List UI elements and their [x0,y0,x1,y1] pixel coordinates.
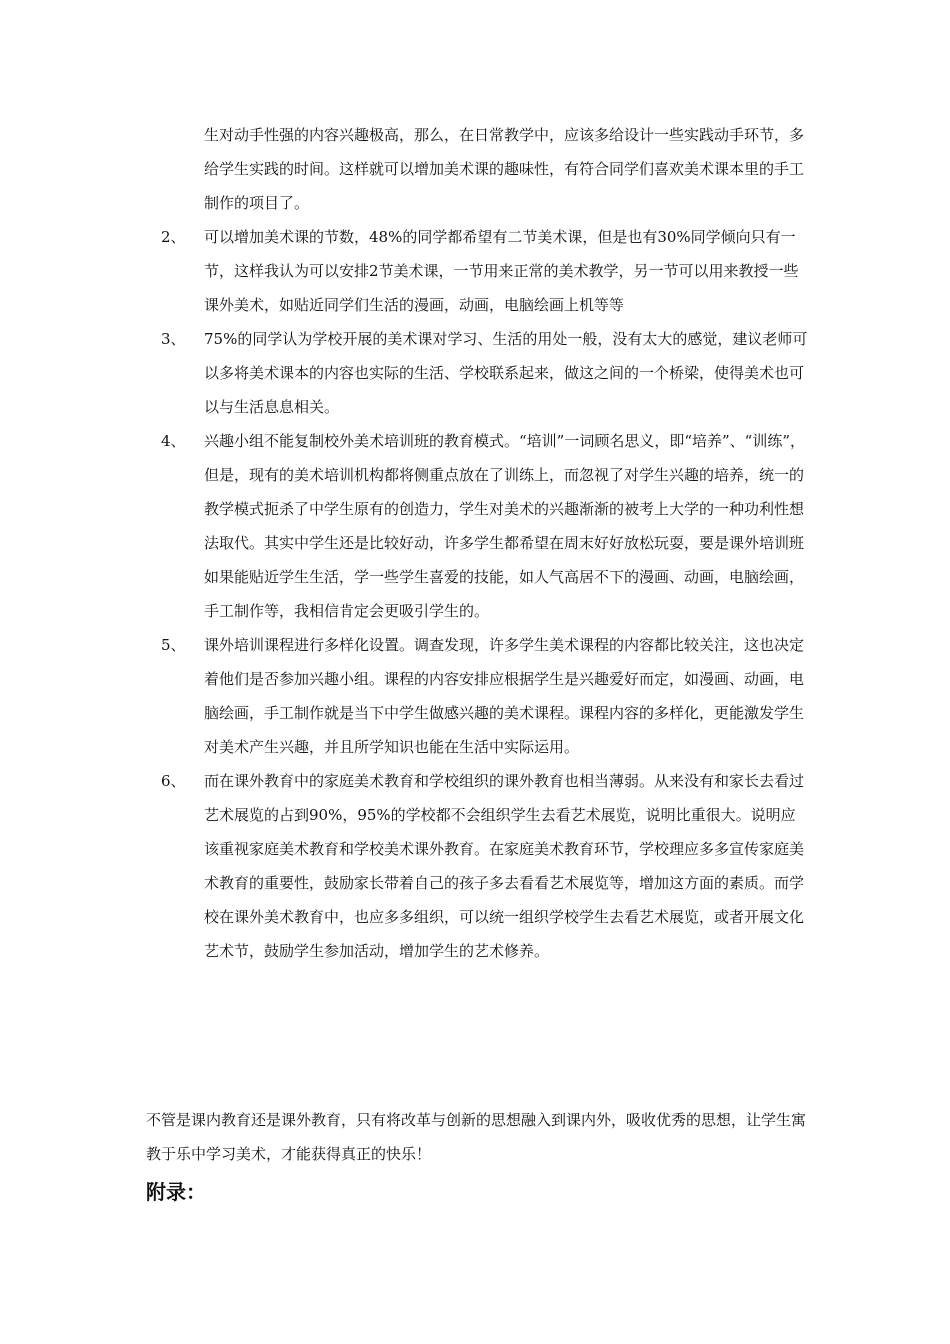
recommendation-list [0,220,950,968]
list-item-text: 75%的同学认为学校开展的美术课对学习、生活的用处一般，没有太大的感觉，建议老师可以多将美术课本的内容也实际的生活、学校联系起来，做这之间的一个桥梁，使得美术也可以与生活息息相关。 [204,330,808,416]
continuation-paragraph: 生对动手性强的内容兴趣极高，那么，在日常教学中，应该多给设计一些实践动手环节，多给学生实践的时间。这样就可以增加美术课的趣味性，有符合同学们喜欢美术课本里的手工制作的项目了。 [204,126,805,212]
list-item-number: 4、 [161,432,186,450]
list-item-number: 5、 [161,636,186,654]
list-item-text: 课外培训课程进行多样化设置。调查发现，许多学生美术课程的内容都比较关注，这也决定着他们是否参加兴趣小组。课程的内容安排应根据学生是兴趣爱好而定，如漫画、动画，电脑绘画，手工制作就是当下中学生做感兴趣的美术课程。课程内容的多样化，更能激发学生对美术产生兴趣，并且所学知识也能在生活中实际运用。 [204,636,805,756]
list-item-number: 3、 [161,330,186,348]
list-item [0,424,950,628]
list-item-text: 兴趣小组不能复制校外美术培训班的教育模式。“培训”一词顾名思义，即“培养”、“训练”，但是，现有的美术培训机构都将侧重点放在了训练上，而忽视了对学生兴趣的培养，统一的教学模式扼杀了中学生原有的创造力，学生对美术的兴趣渐渐的被考上大学的一种功利性想法取代。其实中学生还是比较好动，许多学生都希望在周末好好放松玩耍，要是课外培训班如果能贴近学生生活，学一些学生喜爱的技能，如人气高居不下的漫画、动画，电脑绘画，手工制作等，我相信肯定会更吸引学生的。 [204,432,806,620]
list-item [0,764,950,968]
list-item-number: 6、 [161,772,186,790]
conclusion-paragraph: 不管是课内教育还是课外教育，只有将改革与创新的思想融入到课内外，吸收优秀的思想，让学生寓教于乐中学习美术，才能获得真正的快乐！ [146,1111,807,1163]
list-item [0,628,950,764]
list-item [0,220,950,322]
list-item-number: 2、 [161,228,186,246]
list-item [0,322,950,424]
appendix-heading: 附录： [146,1180,206,1204]
list-item-text: 而在课外教育中的家庭美术教育和学校组织的课外教育也相当薄弱。从来没有和家长去看过艺术展览的占到90%，95%的学校都不会组织学生去看艺术展览，说明比重很大。说明应该重视家庭美术教育和学校美术课外教育。在家庭美术教育环节，学校理应多多宣传家庭美术教育的重要性，鼓励家长带着自己的孩子多去看看艺术展览等，增加这方面的素质。而学校在课外美术教育中，也应多多组织，可以统一组织学校学生去看艺术展览，或者开展文化艺术节，鼓励学生参加活动，增加学生的艺术修养。 [204,772,805,960]
list-item-text: 可以增加美术课的节数，48%的同学都希望有二节美术课，但是也有30%同学倾向只有一节，这样我认为可以安排2节美术课，一节用来正常的美术教学，另一节可以用来教授一些课外美术，如贴近同学们生活的漫画，动画，电脑绘画上机等等 [204,228,799,314]
